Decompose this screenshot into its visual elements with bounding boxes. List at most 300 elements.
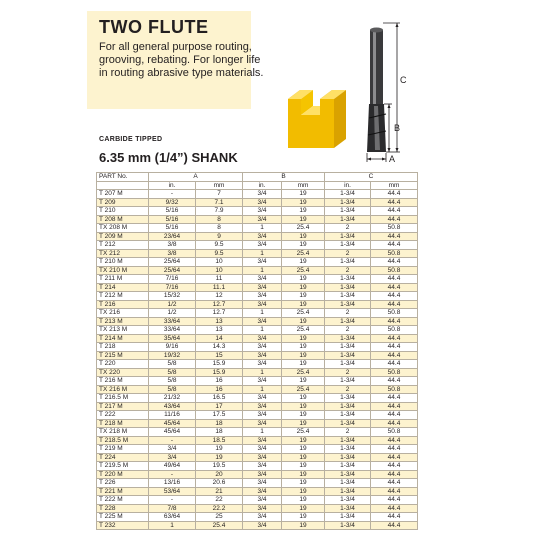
- a-inch-cell: 43/64: [149, 402, 196, 411]
- unit-mm-c: mm: [371, 181, 418, 190]
- a-mm-cell: 15.9: [196, 360, 243, 369]
- a-mm-cell: 9.5: [196, 241, 243, 250]
- a-inch-cell: 45/64: [149, 428, 196, 437]
- b-inch-cell: 3/4: [243, 343, 282, 352]
- c-inch-cell: 1-3/4: [325, 377, 371, 386]
- b-mm-cell: 19: [282, 479, 325, 488]
- b-mm-cell: 19: [282, 232, 325, 241]
- part-number-cell: T 216 M: [97, 377, 149, 386]
- c-inch-cell: 1-3/4: [325, 496, 371, 505]
- c-mm-cell: 44.4: [371, 334, 418, 343]
- b-inch-cell: 3/4: [243, 496, 282, 505]
- c-mm-cell: 44.4: [371, 283, 418, 292]
- c-inch-cell: 1-3/4: [325, 275, 371, 284]
- a-inch-cell: 3/4: [149, 445, 196, 454]
- c-mm-cell: 44.4: [371, 241, 418, 250]
- b-mm-cell: 19: [282, 334, 325, 343]
- a-mm-cell: 16: [196, 377, 243, 386]
- a-mm-cell: 12.7: [196, 309, 243, 318]
- c-mm-cell: 44.4: [371, 470, 418, 479]
- c-inch-cell: 1-3/4: [325, 411, 371, 420]
- b-mm-cell: 19: [282, 241, 325, 250]
- table-row: [97, 343, 418, 352]
- c-mm-cell: 44.4: [371, 360, 418, 369]
- c-mm-cell: 44.4: [371, 198, 418, 207]
- b-mm-cell: 19: [282, 402, 325, 411]
- a-mm-cell: 19: [196, 445, 243, 454]
- c-inch-cell: 2: [325, 249, 371, 258]
- a-inch-cell: -: [149, 470, 196, 479]
- b-inch-cell: 1: [243, 368, 282, 377]
- a-inch-cell: 7/16: [149, 283, 196, 292]
- a-mm-cell: 13: [196, 317, 243, 326]
- part-number-cell: TX 210 M: [97, 266, 149, 275]
- table-row: [97, 258, 418, 267]
- part-number-cell: T 207 M: [97, 190, 149, 199]
- dimension-label-b: B: [394, 123, 401, 133]
- table-row: [97, 215, 418, 224]
- a-mm-cell: 22.2: [196, 504, 243, 513]
- b-mm-cell: 19: [282, 317, 325, 326]
- c-mm-cell: 44.4: [371, 402, 418, 411]
- dimensions-table: [96, 172, 418, 530]
- a-mm-cell: 13: [196, 326, 243, 335]
- b-inch-cell: 3/4: [243, 462, 282, 471]
- c-mm-cell: 44.4: [371, 513, 418, 522]
- shank-size-heading: 6.35 mm (1/4”) SHANK: [99, 150, 238, 165]
- c-mm-cell: 44.4: [371, 351, 418, 360]
- c-inch-cell: 1-3/4: [325, 360, 371, 369]
- c-mm-cell: 50.8: [371, 309, 418, 318]
- c-mm-cell: 44.4: [371, 504, 418, 513]
- c-inch-cell: 1-3/4: [325, 292, 371, 301]
- part-number-cell: T 215 M: [97, 351, 149, 360]
- c-inch-cell: 1-3/4: [325, 334, 371, 343]
- table-row: [97, 487, 418, 496]
- b-mm-cell: 19: [282, 360, 325, 369]
- a-inch-cell: 35/64: [149, 334, 196, 343]
- table-unit-row: [97, 181, 418, 190]
- c-mm-cell: 50.8: [371, 224, 418, 233]
- b-mm-cell: 19: [282, 292, 325, 301]
- part-number-cell: T 220 M: [97, 470, 149, 479]
- b-mm-cell: 19: [282, 275, 325, 284]
- b-inch-cell: 3/4: [243, 317, 282, 326]
- part-number-cell: T 212 M: [97, 292, 149, 301]
- b-inch-cell: 3/4: [243, 292, 282, 301]
- a-inch-cell: 7/8: [149, 504, 196, 513]
- table-row: [97, 190, 418, 199]
- a-inch-cell: 3/8: [149, 241, 196, 250]
- a-mm-cell: 7.1: [196, 198, 243, 207]
- table-row: [97, 402, 418, 411]
- table-row: [97, 504, 418, 513]
- c-mm-cell: 50.8: [371, 428, 418, 437]
- a-mm-cell: 19.5: [196, 462, 243, 471]
- c-mm-cell: 44.4: [371, 419, 418, 428]
- part-number-cell: T 210 M: [97, 258, 149, 267]
- b-inch-cell: 1: [243, 428, 282, 437]
- c-inch-cell: 1-3/4: [325, 402, 371, 411]
- a-inch-cell: 45/64: [149, 419, 196, 428]
- table-row: [97, 521, 418, 530]
- c-mm-cell: 44.4: [371, 377, 418, 386]
- b-mm-cell: 25.4: [282, 266, 325, 275]
- b-inch-cell: 3/4: [243, 258, 282, 267]
- c-inch-cell: 1-3/4: [325, 436, 371, 445]
- c-mm-cell: 44.4: [371, 479, 418, 488]
- a-inch-cell: 5/16: [149, 224, 196, 233]
- c-mm-cell: 44.4: [371, 462, 418, 471]
- b-inch-cell: 3/4: [243, 445, 282, 454]
- b-mm-cell: 19: [282, 198, 325, 207]
- part-number-cell: T 209: [97, 198, 149, 207]
- b-inch-cell: 3/4: [243, 207, 282, 216]
- a-inch-cell: 5/8: [149, 377, 196, 386]
- b-mm-cell: 19: [282, 190, 325, 199]
- part-number-cell: T 224: [97, 453, 149, 462]
- table-row: [97, 496, 418, 505]
- a-mm-cell: 16: [196, 385, 243, 394]
- carbide-label: CARBIDE TIPPED: [99, 136, 163, 143]
- a-inch-cell: -: [149, 496, 196, 505]
- c-inch-cell: 1-3/4: [325, 513, 371, 522]
- a-mm-cell: 7: [196, 190, 243, 199]
- part-number-cell: TX 216 M: [97, 385, 149, 394]
- a-inch-cell: 53/64: [149, 487, 196, 496]
- a-inch-cell: -: [149, 436, 196, 445]
- router-bit-diagram: [270, 10, 430, 168]
- c-inch-cell: 2: [325, 385, 371, 394]
- b-mm-cell: 19: [282, 300, 325, 309]
- table-row: [97, 462, 418, 471]
- a-inch-cell: 3/4: [149, 453, 196, 462]
- part-number-cell: T 226: [97, 479, 149, 488]
- a-mm-cell: 25: [196, 513, 243, 522]
- a-inch-cell: -: [149, 190, 196, 199]
- b-inch-cell: 3/4: [243, 190, 282, 199]
- c-mm-cell: 44.4: [371, 300, 418, 309]
- a-inch-cell: 9/16: [149, 343, 196, 352]
- part-number-cell: T 219.5 M: [97, 462, 149, 471]
- group-b-header: B: [243, 173, 325, 182]
- dimensions-table-body: [97, 173, 418, 530]
- c-mm-cell: 50.8: [371, 249, 418, 258]
- part-number-cell: TX 208 M: [97, 224, 149, 233]
- c-mm-cell: 50.8: [371, 266, 418, 275]
- a-mm-cell: 10: [196, 266, 243, 275]
- b-mm-cell: 19: [282, 487, 325, 496]
- c-mm-cell: 44.4: [371, 521, 418, 530]
- table-row: [97, 198, 418, 207]
- b-inch-cell: 3/4: [243, 394, 282, 403]
- table-row: [97, 283, 418, 292]
- a-mm-cell: 16.5: [196, 394, 243, 403]
- part-number-cell: T 232: [97, 521, 149, 530]
- c-inch-cell: 1-3/4: [325, 258, 371, 267]
- b-inch-cell: 3/4: [243, 215, 282, 224]
- a-inch-cell: 33/64: [149, 317, 196, 326]
- a-inch-cell: 1/2: [149, 300, 196, 309]
- c-inch-cell: 2: [325, 326, 371, 335]
- a-mm-cell: 7.9: [196, 207, 243, 216]
- part-number-cell: T 228: [97, 504, 149, 513]
- c-inch-cell: 1-3/4: [325, 504, 371, 513]
- b-mm-cell: 19: [282, 283, 325, 292]
- b-mm-cell: 19: [282, 377, 325, 386]
- c-inch-cell: 1-3/4: [325, 300, 371, 309]
- a-inch-cell: 13/16: [149, 479, 196, 488]
- table-row: [97, 513, 418, 522]
- b-inch-cell: 3/4: [243, 275, 282, 284]
- b-mm-cell: 25.4: [282, 385, 325, 394]
- part-number-cell: T 216.5 M: [97, 394, 149, 403]
- c-mm-cell: 50.8: [371, 385, 418, 394]
- a-mm-cell: 8: [196, 224, 243, 233]
- b-mm-cell: 19: [282, 436, 325, 445]
- b-mm-cell: 19: [282, 496, 325, 505]
- b-inch-cell: 1: [243, 309, 282, 318]
- b-mm-cell: 25.4: [282, 428, 325, 437]
- c-inch-cell: 1-3/4: [325, 453, 371, 462]
- a-inch-cell: 1: [149, 521, 196, 530]
- c-inch-cell: 1-3/4: [325, 283, 371, 292]
- a-inch-cell: 63/64: [149, 513, 196, 522]
- c-mm-cell: 50.8: [371, 326, 418, 335]
- table-row: [97, 275, 418, 284]
- c-mm-cell: 44.4: [371, 258, 418, 267]
- b-inch-cell: 1: [243, 224, 282, 233]
- b-inch-cell: 3/4: [243, 436, 282, 445]
- group-c-header: C: [325, 173, 418, 182]
- b-inch-cell: 3/4: [243, 453, 282, 462]
- table-row: [97, 445, 418, 454]
- part-number-header: PART No.: [97, 173, 149, 182]
- c-mm-cell: 44.4: [371, 275, 418, 284]
- a-mm-cell: 8: [196, 215, 243, 224]
- dimension-label-a: A: [389, 154, 396, 164]
- a-mm-cell: 15: [196, 351, 243, 360]
- table-row: [97, 207, 418, 216]
- a-mm-cell: 12.7: [196, 300, 243, 309]
- c-inch-cell: 1-3/4: [325, 445, 371, 454]
- b-mm-cell: 19: [282, 394, 325, 403]
- b-mm-cell: 25.4: [282, 249, 325, 258]
- a-inch-cell: 5/8: [149, 368, 196, 377]
- part-number-cell: T 210: [97, 207, 149, 216]
- part-number-cell: TX 220: [97, 368, 149, 377]
- part-number-cell: T 213 M: [97, 317, 149, 326]
- product-title: TWO FLUTE: [99, 17, 209, 37]
- dimension-label-c: C: [400, 75, 407, 85]
- c-inch-cell: 1-3/4: [325, 351, 371, 360]
- c-mm-cell: 44.4: [371, 394, 418, 403]
- b-mm-cell: 19: [282, 504, 325, 513]
- table-row: [97, 351, 418, 360]
- b-inch-cell: 3/4: [243, 351, 282, 360]
- b-inch-cell: 3/4: [243, 377, 282, 386]
- part-number-cell: T 216: [97, 300, 149, 309]
- b-inch-cell: 1: [243, 249, 282, 258]
- b-mm-cell: 19: [282, 419, 325, 428]
- part-number-cell: T 208 M: [97, 215, 149, 224]
- b-mm-cell: 19: [282, 470, 325, 479]
- a-mm-cell: 11: [196, 275, 243, 284]
- a-mm-cell: 20.6: [196, 479, 243, 488]
- part-number-cell: T 217 M: [97, 402, 149, 411]
- a-mm-cell: 14: [196, 334, 243, 343]
- part-number-cell: T 212: [97, 241, 149, 250]
- table-row: [97, 411, 418, 420]
- part-number-cell: T 214 M: [97, 334, 149, 343]
- table-row: [97, 232, 418, 241]
- table-row: [97, 334, 418, 343]
- c-mm-cell: 44.4: [371, 343, 418, 352]
- c-mm-cell: 50.8: [371, 368, 418, 377]
- b-inch-cell: 1: [243, 385, 282, 394]
- table-row: [97, 249, 418, 258]
- c-inch-cell: 2: [325, 224, 371, 233]
- table-row: [97, 300, 418, 309]
- b-inch-cell: 3/4: [243, 198, 282, 207]
- grooved-workpiece-illustration: [288, 90, 346, 148]
- part-number-cell: T 214: [97, 283, 149, 292]
- c-inch-cell: 2: [325, 266, 371, 275]
- table-row: [97, 317, 418, 326]
- b-inch-cell: 3/4: [243, 504, 282, 513]
- b-mm-cell: 19: [282, 513, 325, 522]
- unit-in-c: in.: [325, 181, 371, 190]
- a-inch-cell: 33/64: [149, 326, 196, 335]
- b-mm-cell: 25.4: [282, 368, 325, 377]
- c-mm-cell: 44.4: [371, 207, 418, 216]
- a-mm-cell: 9: [196, 232, 243, 241]
- c-inch-cell: 1-3/4: [325, 462, 371, 471]
- a-inch-cell: 11/16: [149, 411, 196, 420]
- b-mm-cell: 25.4: [282, 326, 325, 335]
- a-mm-cell: 17.5: [196, 411, 243, 420]
- a-inch-cell: 49/64: [149, 462, 196, 471]
- a-mm-cell: 19: [196, 453, 243, 462]
- table-row: [97, 385, 418, 394]
- a-mm-cell: 22: [196, 496, 243, 505]
- a-mm-cell: 20: [196, 470, 243, 479]
- table-row: [97, 394, 418, 403]
- table-row: [97, 419, 418, 428]
- b-inch-cell: 1: [243, 266, 282, 275]
- unit-in-a: in.: [149, 181, 196, 190]
- b-inch-cell: 3/4: [243, 402, 282, 411]
- c-inch-cell: 1-3/4: [325, 487, 371, 496]
- b-mm-cell: 19: [282, 453, 325, 462]
- product-description: For all general purpose routing, grooving, rebating. For longer life in routing abrasive type materials.: [99, 41, 264, 79]
- c-mm-cell: 44.4: [371, 496, 418, 505]
- c-inch-cell: 1-3/4: [325, 232, 371, 241]
- table-row: [97, 368, 418, 377]
- a-mm-cell: 15.9: [196, 368, 243, 377]
- c-mm-cell: 44.4: [371, 411, 418, 420]
- unit-mm-a: mm: [196, 181, 243, 190]
- router-bit-illustration: [367, 28, 386, 153]
- table-row: [97, 292, 418, 301]
- a-inch-cell: 5/8: [149, 360, 196, 369]
- part-number-cell: T 222: [97, 411, 149, 420]
- b-inch-cell: 3/4: [243, 479, 282, 488]
- b-mm-cell: 19: [282, 207, 325, 216]
- a-inch-cell: 21/32: [149, 394, 196, 403]
- table-row: [97, 377, 418, 386]
- c-inch-cell: 1-3/4: [325, 317, 371, 326]
- c-inch-cell: 1-3/4: [325, 198, 371, 207]
- group-a-header: A: [149, 173, 243, 182]
- a-inch-cell: 23/64: [149, 232, 196, 241]
- b-inch-cell: 3/4: [243, 334, 282, 343]
- a-inch-cell: 5/16: [149, 207, 196, 216]
- part-number-cell: T 218 M: [97, 419, 149, 428]
- a-mm-cell: 12: [196, 292, 243, 301]
- c-inch-cell: 1-3/4: [325, 470, 371, 479]
- part-number-cell: T 221 M: [97, 487, 149, 496]
- a-inch-cell: 25/64: [149, 258, 196, 267]
- unit-in-b: in.: [243, 181, 282, 190]
- b-mm-cell: 19: [282, 411, 325, 420]
- b-inch-cell: 3/4: [243, 232, 282, 241]
- b-inch-cell: 3/4: [243, 419, 282, 428]
- b-mm-cell: 19: [282, 351, 325, 360]
- table-row: [97, 428, 418, 437]
- b-inch-cell: 3/4: [243, 283, 282, 292]
- unit-mm-b: mm: [282, 181, 325, 190]
- part-number-cell: T 225 M: [97, 513, 149, 522]
- part-number-cell: T 209 M: [97, 232, 149, 241]
- table-row: [97, 224, 418, 233]
- table-header-row: [97, 173, 418, 182]
- part-number-cell: T 218.5 M: [97, 436, 149, 445]
- table-row: [97, 453, 418, 462]
- b-inch-cell: 3/4: [243, 411, 282, 420]
- c-mm-cell: 44.4: [371, 453, 418, 462]
- a-mm-cell: 17: [196, 402, 243, 411]
- c-mm-cell: 44.4: [371, 215, 418, 224]
- c-inch-cell: 1-3/4: [325, 207, 371, 216]
- a-mm-cell: 21: [196, 487, 243, 496]
- b-mm-cell: 19: [282, 445, 325, 454]
- b-mm-cell: 19: [282, 521, 325, 530]
- b-inch-cell: 3/4: [243, 470, 282, 479]
- a-inch-cell: 15/32: [149, 292, 196, 301]
- part-number-cell: T 220: [97, 360, 149, 369]
- a-inch-cell: 3/8: [149, 249, 196, 258]
- table-row: [97, 360, 418, 369]
- a-mm-cell: 18.5: [196, 436, 243, 445]
- part-number-cell: T 218: [97, 343, 149, 352]
- c-inch-cell: 1-3/4: [325, 215, 371, 224]
- c-mm-cell: 44.4: [371, 487, 418, 496]
- part-number-cell: TX 216: [97, 309, 149, 318]
- b-mm-cell: 19: [282, 215, 325, 224]
- b-inch-cell: 3/4: [243, 300, 282, 309]
- b-inch-cell: 3/4: [243, 360, 282, 369]
- c-mm-cell: 44.4: [371, 292, 418, 301]
- c-inch-cell: 1-3/4: [325, 521, 371, 530]
- c-inch-cell: 1-3/4: [325, 419, 371, 428]
- c-mm-cell: 44.4: [371, 317, 418, 326]
- part-number-cell: T 219 M: [97, 445, 149, 454]
- table-row: [97, 266, 418, 275]
- part-number-cell: TX 212: [97, 249, 149, 258]
- c-inch-cell: 1-3/4: [325, 479, 371, 488]
- table-row: [97, 241, 418, 250]
